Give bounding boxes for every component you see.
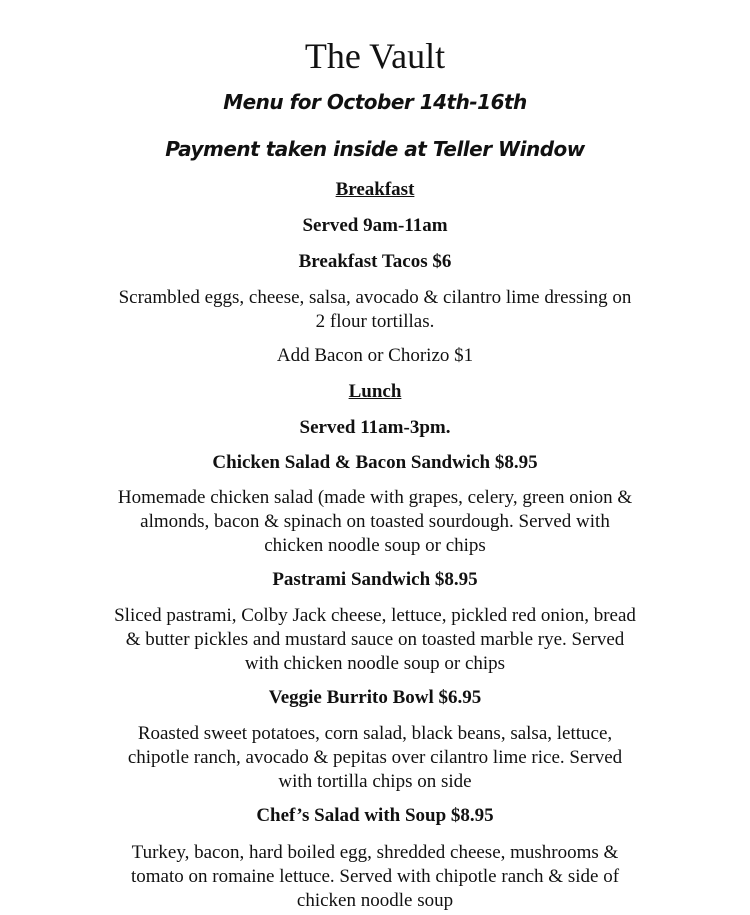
- description-line: 2 flour tortillas.: [315, 311, 435, 332]
- description-line: chipotle ranch, avocado & pepitas over cilantro lime rice. Served: [127, 747, 623, 768]
- lunch-item-description: [75, 486, 675, 558]
- description-line: chicken noodle soup or chips: [264, 535, 486, 556]
- lunch-item-name: Chef’s Salad with Soup $8.95: [256, 805, 494, 826]
- payment-note: Payment taken inside at Teller Window: [165, 137, 585, 161]
- description-line: almonds, bacon & spinach on toasted sourdough. Served with: [140, 511, 610, 532]
- breakfast-item-name: Breakfast Tacos $6: [298, 251, 452, 272]
- lunch-item-description: [75, 722, 675, 794]
- description-line: with chicken noodle soup or chips: [244, 653, 506, 674]
- description-line: chicken noodle soup: [296, 890, 454, 911]
- lunch-item-description: [75, 841, 675, 913]
- lunch-heading: Lunch: [348, 381, 402, 402]
- lunch-item-name: Pastrami Sandwich $8.95: [272, 569, 478, 590]
- lunch-hours: Served 11am-3pm.: [299, 417, 451, 438]
- lunch-item-name: Veggie Burrito Bowl $6.95: [268, 687, 482, 708]
- description-line: Roasted sweet potatoes, corn salad, black beans, salsa, lettuce,: [137, 723, 613, 744]
- description-line: with tortilla chips on side: [278, 771, 472, 792]
- restaurant-title: The Vault: [304, 36, 446, 76]
- breakfast-heading: Breakfast: [335, 179, 415, 200]
- breakfast-addon: Add Bacon or Chorizo $1: [276, 345, 474, 366]
- description-line: & butter pickles and mustard sauce on toasted marble rye. Served: [125, 629, 625, 650]
- description-line: Scrambled eggs, cheese, salsa, avocado & cilantro lime dressing on: [118, 287, 632, 308]
- description-line: Homemade chicken salad (made with grapes, celery, green onion &: [117, 487, 633, 508]
- lunch-item-description: [75, 604, 675, 676]
- description-line: Turkey, bacon, hard boiled egg, shredded cheese, mushrooms &: [131, 842, 619, 863]
- breakfast-item-description: [75, 286, 675, 334]
- description-line: tomato on romaine lettuce. Served with chipotle ranch & side of: [130, 866, 620, 887]
- menu-dates: Menu for October 14th-16th: [223, 90, 527, 114]
- lunch-item-name: Chicken Salad & Bacon Sandwich $8.95: [212, 452, 538, 473]
- breakfast-hours: Served 9am-11am: [302, 215, 448, 236]
- description-line: Sliced pastrami, Colby Jack cheese, lettuce, pickled red onion, bread: [114, 605, 636, 626]
